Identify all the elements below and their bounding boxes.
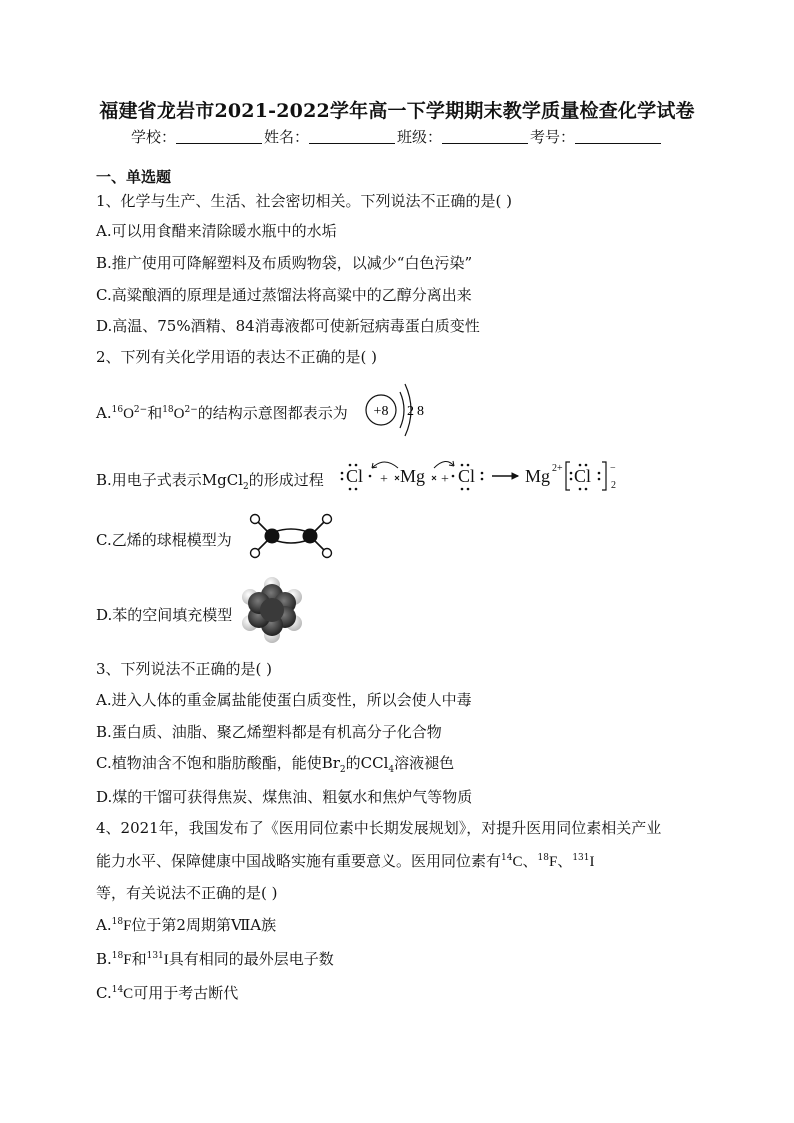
name-blank[interactable] xyxy=(309,129,395,144)
q1-option-b: B.推广使用可降解塑料及布质购物袋，以减少“白色污染” xyxy=(96,254,473,272)
mass-number: 16 xyxy=(111,405,124,415)
mass-number: 18 xyxy=(162,405,174,415)
option-text: 可用于考古断代 xyxy=(133,984,239,1002)
option-text: C.植物油含不饱和脂肪酸酯，能使Br xyxy=(96,754,340,772)
q4-stem-line-1: 4、2021年，我国发布了《医用同位素中长期发展规划》，对提升医用同位素相关产业 xyxy=(96,819,662,837)
q3-stem: 3、下列说法不正确的是( ) xyxy=(96,660,273,678)
left-bracket xyxy=(566,462,570,490)
element-symbol: C xyxy=(512,854,523,870)
plus-sign: + xyxy=(380,472,388,487)
school-blank[interactable] xyxy=(176,129,262,144)
q2-stem: 2、下列有关化学用语的表达不正确的是( ) xyxy=(96,348,378,366)
connector: 和 xyxy=(147,404,163,422)
element-symbol: C xyxy=(123,986,134,1002)
element-symbol: O xyxy=(173,406,185,422)
ethylene-ball-stick-model xyxy=(244,512,340,562)
mass-number: 14 xyxy=(501,853,513,863)
name-label: 姓名： xyxy=(263,128,309,146)
element-symbol: O xyxy=(123,406,134,422)
cl-atom-left: Cl xyxy=(346,466,364,486)
hydrogen-atom xyxy=(251,549,260,558)
shell-electrons-1: 2 xyxy=(407,404,414,419)
connector: 和 xyxy=(131,950,147,968)
mgcl2-electron-formula xyxy=(340,456,640,496)
mass-number: 18 xyxy=(111,917,124,927)
cl-ion: Cl xyxy=(574,466,592,486)
element-symbol: F xyxy=(123,952,132,968)
q4-option-b: B.$^{18}$F和$^{131}$I具有相同的最外层电子数 xyxy=(96,950,334,968)
plus-sign: + xyxy=(441,472,449,487)
q4-option-a: A.$^{18}$F位于第2周期第ⅦA族 xyxy=(96,916,277,934)
mg-ion-charge: 2+ xyxy=(552,463,563,474)
q2-option-b xyxy=(96,469,324,492)
mg-ion: Mg xyxy=(525,466,551,486)
subscript: 4 xyxy=(388,765,395,775)
q3-option-c xyxy=(96,752,454,775)
hydrogen-atom xyxy=(251,515,260,524)
cross-electron xyxy=(432,476,436,480)
subscript: 2 xyxy=(243,482,249,492)
exam-number-label: 考号： xyxy=(530,128,576,146)
subscript: 2 xyxy=(339,765,346,775)
q2-option-a xyxy=(96,402,348,423)
option-text: 溶液褪色 xyxy=(394,754,455,772)
q3-option-a: A.进入人体的重金属盐能使蛋白质变性，所以会使人中毒 xyxy=(96,691,472,709)
benzene-space-filling-model xyxy=(240,578,304,642)
nucleus-charge: +8 xyxy=(373,404,389,419)
hydrogen-atom xyxy=(323,515,332,524)
stem-text: 能力水平、保障健康中国战略实施有重要意义。医用同位素有 xyxy=(96,852,502,870)
right-bracket xyxy=(602,462,606,490)
reaction-arrow-head xyxy=(512,473,518,479)
option-text: 位于第2周期第ⅦA族 xyxy=(131,916,277,934)
ion-charge: 2− xyxy=(184,405,198,415)
option-text: 的结构示意图都表示为 xyxy=(197,404,348,422)
shell-electrons-2: 8 xyxy=(417,404,424,419)
mass-number: 131 xyxy=(146,951,164,961)
transfer-arrow xyxy=(434,461,454,468)
option-text: 的形成过程 xyxy=(248,471,324,489)
element-symbol: I xyxy=(589,854,595,870)
option-text: 的CCl xyxy=(345,754,389,772)
mass-number: 18 xyxy=(111,951,124,961)
student-info-row xyxy=(0,126,794,147)
carbon-atom xyxy=(265,529,280,544)
mass-number: 131 xyxy=(572,853,590,863)
mass-number: 14 xyxy=(111,985,124,995)
ion-count: 2 xyxy=(611,480,616,491)
page-title: 福建省龙岩市2021-2022学年高一下学期期末教学质量检查化学试卷 xyxy=(99,100,695,122)
exam-number-blank[interactable] xyxy=(575,129,661,144)
q2-option-c: C.乙烯的球棍模型为 xyxy=(96,531,232,549)
mass-number: 18 xyxy=(537,853,549,863)
oxygen-ion-structure-diagram xyxy=(364,378,434,440)
option-text: 具有相同的最外层电子数 xyxy=(168,950,334,968)
element-symbol: F xyxy=(123,918,132,934)
mg-atom: Mg xyxy=(400,466,426,486)
q4-option-c: C.$^{14}$C可用于考古断代 xyxy=(96,984,239,1002)
q1-option-c: C.高粱酿酒的原理是通过蒸馏法将高粱中的乙醇分离出来 xyxy=(96,286,472,304)
element-symbol: F xyxy=(548,854,558,870)
school-label: 学校： xyxy=(130,128,176,146)
option-text: B.用电子式表示MgCl xyxy=(96,471,244,489)
ion-charge: 2− xyxy=(133,405,148,415)
cl-atom-right: Cl xyxy=(458,466,476,486)
shell-arc xyxy=(400,392,404,428)
cross-electron xyxy=(395,476,399,480)
q4-stem-line-3: 等，有关说法不正确的是( ) xyxy=(96,884,278,902)
option-letter: A. xyxy=(96,404,112,422)
cl-ion-charge: − xyxy=(610,463,616,474)
q1-stem: 1、化学与生产、生活、社会密切相关。下列说法不正确的是( ) xyxy=(96,192,513,210)
class-label: 班级： xyxy=(397,128,443,146)
section-title: 一、单选题 xyxy=(96,168,172,186)
hydrogen-atom xyxy=(323,549,332,558)
q1-option-d: D.高温、75%酒精、84消毒液都可使新冠病毒蛋白质变性 xyxy=(96,317,480,335)
class-blank[interactable] xyxy=(442,129,528,144)
q1-option-a: A.可以用食醋来清除暖水瓶中的水垢 xyxy=(96,222,337,240)
q2-option-d: D.苯的空间填充模型 xyxy=(96,606,233,624)
q4-stem-line-2: 能力水平、保障健康中国战略实施有重要意义。医用同位素有$^{14}$C、$^{18}$F、$^{131}$I xyxy=(96,852,595,870)
q3-option-d: D.煤的干馏可获得焦炭、煤焦油、粗氨水和焦炉气等物质 xyxy=(96,788,473,806)
element-symbol: I xyxy=(163,952,169,968)
q3-option-b: B.蛋白质、油脂、聚乙烯塑料都是有机高分子化合物 xyxy=(96,723,442,741)
carbon-atom xyxy=(303,529,318,544)
